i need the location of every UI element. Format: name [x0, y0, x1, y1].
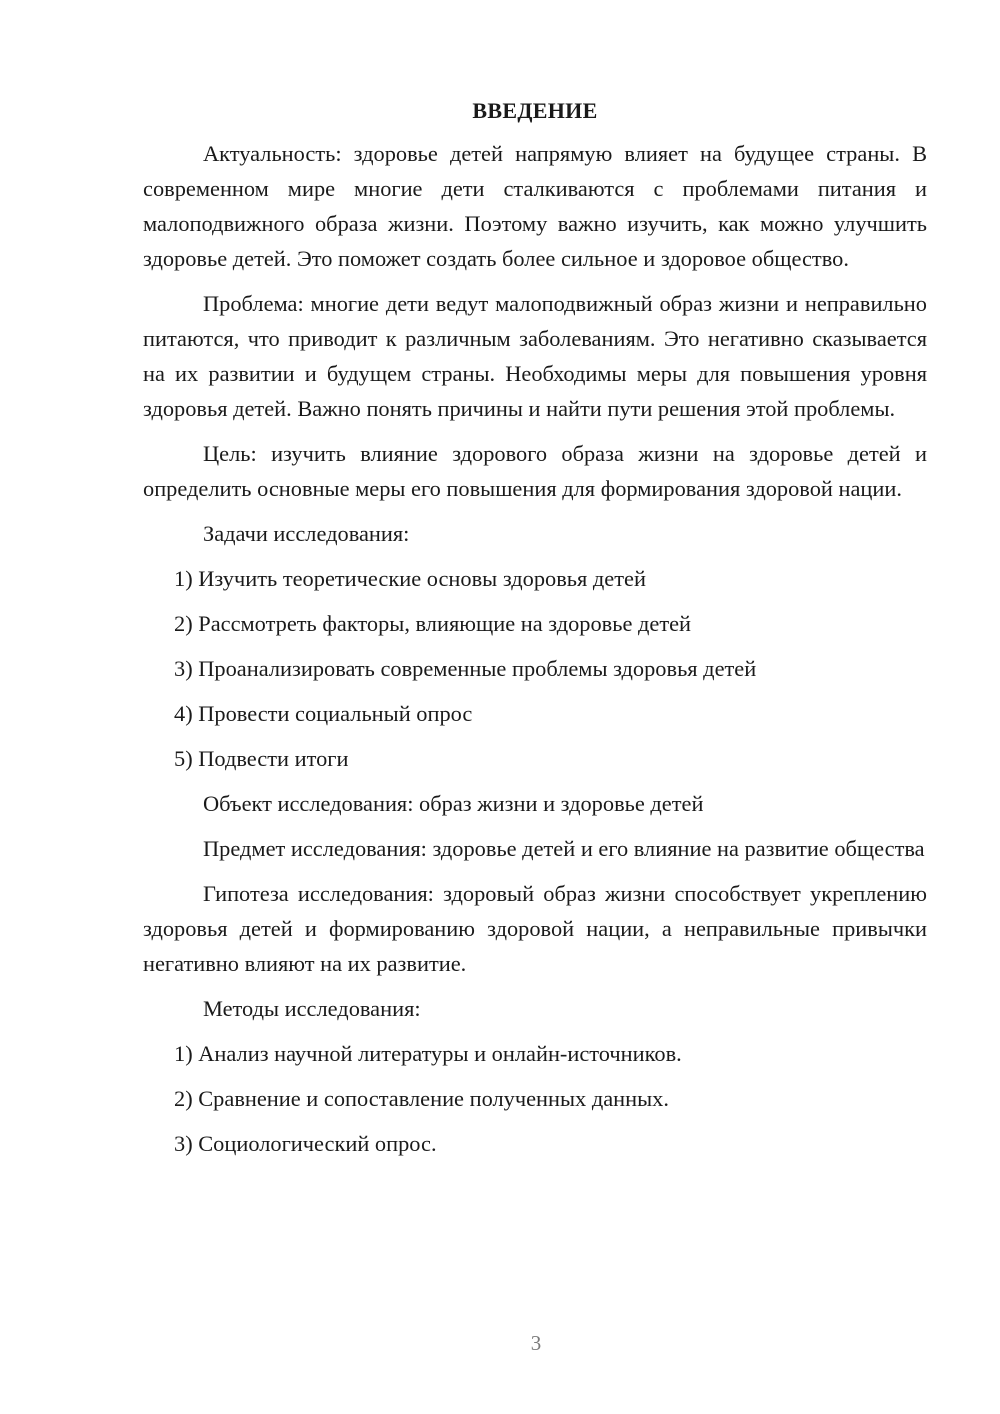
section-heading: ВВЕДЕНИЕ [472, 98, 598, 123]
tasks-title: Задачи исследования: [203, 521, 410, 546]
list-item-task-4: 4) Провести социальный опрос [174, 701, 473, 726]
methods-title: Методы исследования: [203, 996, 421, 1021]
goal-paragraph: Цель: изучить влияние здорового образа жизни на здоровье детей и определить основные меры его повышения для формирования здоровой нации. [143, 441, 927, 501]
relevance-paragraph: Актуальность: здоровье детей напрямую влияет на будущее страны. В современном мире многие дети сталкиваются с проблемами питания и малоподвижного образа жизни. Поэтому важно изучить, как можно улучшить здоровье детей. Это поможет создать более сильное и здоровое общество. [143, 141, 927, 271]
problem-paragraph: Проблема: многие дети ведут малоподвижный образ жизни и неправильно питаются, что приводит к различным заболеваниям. Это негативно сказывается на их развитии и будущем страны. Необходимы меры для повышения уровня здоровья детей. Важно понять причины и найти пути решения этой проблемы. [143, 291, 927, 421]
list-item-task-5: 5) Подвести итоги [174, 746, 349, 771]
list-item-method-2: 2) Сравнение и сопоставление полученных данных. [174, 1086, 669, 1111]
page-number: 3 [530, 1331, 542, 1355]
list-item-method-3: 3) Социологический опрос. [174, 1131, 437, 1156]
tasks-list [143, 561, 927, 776]
list-item-task-3: 3) Проанализировать современные проблемы здоровья детей [174, 656, 757, 681]
list-item-method-1: 1) Анализ научной литературы и онлайн-источников. [174, 1041, 682, 1066]
methods-list [143, 1036, 927, 1161]
document-page [143, 96, 927, 1171]
object-line: Объект исследования: образ жизни и здоровье детей [203, 791, 704, 816]
subject-paragraph: Предмет исследования: здоровье детей и его влияние на развитие общества [203, 836, 925, 861]
list-item-task-2: 2) Рассмотреть факторы, влияющие на здоровье детей [174, 611, 692, 636]
hypothesis-paragraph: Гипотеза исследования: здоровый образ жизни способствует укреплению здоровья детей и формированию здоровой нации, а неправильные привычки негативно влияют на их развитие. [143, 881, 927, 976]
list-item-task-1: 1) Изучить теоретические основы здоровья детей [174, 566, 646, 591]
